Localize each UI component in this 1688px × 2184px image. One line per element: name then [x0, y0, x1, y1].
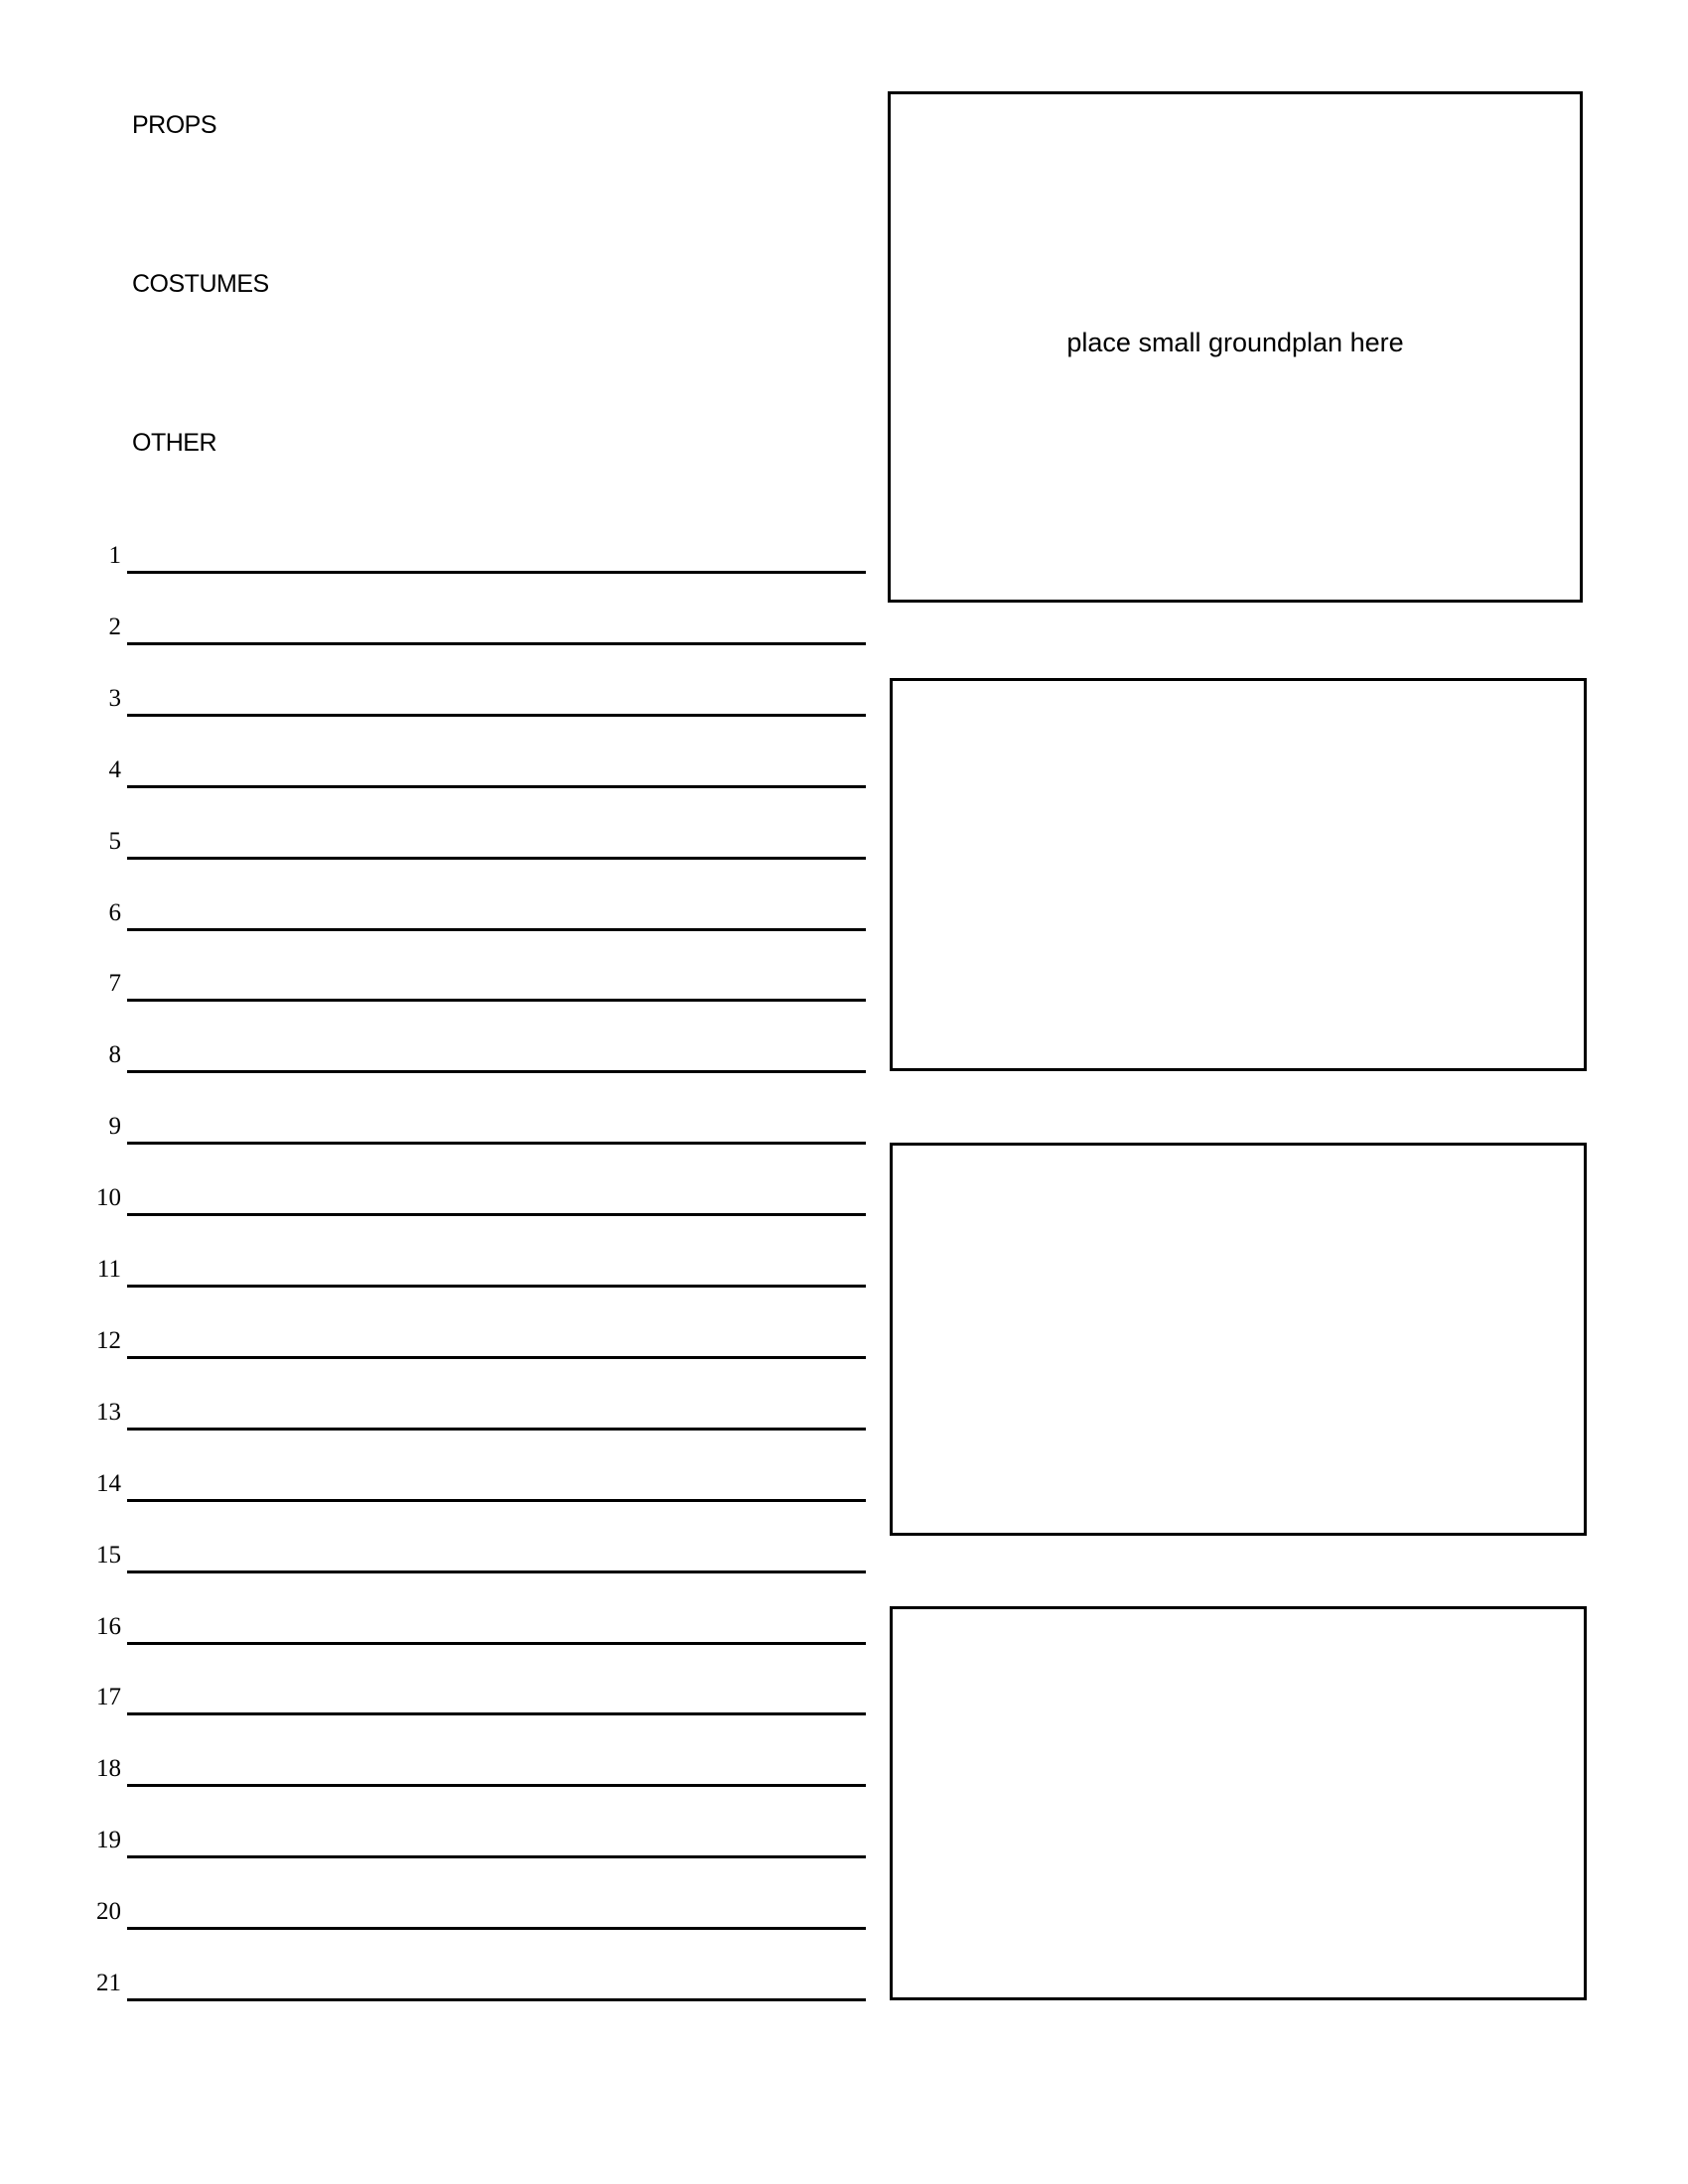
numbered-line-row	[0, 1962, 874, 2001]
numbered-line-row	[0, 1605, 874, 1645]
numbered-line-row	[0, 1033, 874, 1073]
numbered-line-row	[0, 1890, 874, 1930]
other-heading: OTHER	[132, 429, 216, 457]
write-in-line	[127, 1998, 866, 2001]
numbered-line-row	[0, 1105, 874, 1145]
numbered-line-row	[0, 1248, 874, 1288]
numbered-line-row	[0, 1747, 874, 1787]
line-number: 3	[108, 684, 121, 712]
write-in-line	[127, 1070, 866, 1073]
sketch-box-2	[890, 678, 1587, 1071]
write-in-line	[127, 999, 866, 1002]
write-in-line	[127, 1356, 866, 1359]
write-in-line	[127, 1855, 866, 1858]
numbered-line-row	[0, 1676, 874, 1715]
numbered-line-row	[0, 677, 874, 717]
line-number: 2	[108, 613, 121, 640]
write-in-line	[127, 928, 866, 931]
line-number: 9	[108, 1113, 121, 1141]
numbered-line-row	[0, 1534, 874, 1573]
line-number: 15	[96, 1541, 121, 1569]
numbered-line-row	[0, 749, 874, 788]
line-number: 5	[108, 827, 121, 855]
line-number: 6	[108, 898, 121, 926]
write-in-line	[127, 1712, 866, 1715]
write-in-line	[127, 571, 866, 574]
numbered-line-row	[0, 606, 874, 645]
numbered-line-row	[0, 820, 874, 860]
numbered-line-row	[0, 1391, 874, 1431]
line-number: 17	[96, 1684, 121, 1711]
write-in-line	[127, 1927, 866, 1930]
line-number: 16	[96, 1612, 121, 1640]
line-number: 20	[96, 1898, 121, 1926]
write-in-line	[127, 1285, 866, 1288]
line-number: 8	[108, 1041, 121, 1069]
write-in-line	[127, 1642, 866, 1645]
numbered-line-row	[0, 891, 874, 931]
write-in-line	[127, 1499, 866, 1502]
numbered-line-row	[0, 534, 874, 574]
line-number: 7	[108, 970, 121, 998]
write-in-line	[127, 1570, 866, 1573]
line-number: 13	[96, 1398, 121, 1426]
write-in-line	[127, 857, 866, 860]
numbered-line-row	[0, 1319, 874, 1359]
props-heading: PROPS	[132, 111, 217, 139]
write-in-line	[127, 642, 866, 645]
write-in-line	[127, 714, 866, 717]
line-number: 11	[96, 1256, 121, 1283]
write-in-line	[127, 1428, 866, 1431]
line-number: 12	[96, 1326, 121, 1354]
sketch-box-4	[890, 1606, 1587, 2000]
groundplan-placeholder-text: place small groundplan here	[1066, 328, 1404, 357]
write-in-line	[127, 1142, 866, 1145]
line-number: 21	[96, 1970, 121, 1996]
write-in-line	[127, 1784, 866, 1787]
groundplan-box	[888, 91, 1583, 603]
line-number: 14	[96, 1469, 121, 1497]
numbered-line-row	[0, 962, 874, 1002]
numbered-line-row	[0, 1819, 874, 1858]
write-in-line	[127, 1213, 866, 1216]
line-number: 10	[96, 1184, 121, 1212]
line-number: 1	[108, 542, 121, 569]
numbered-line-row	[0, 1176, 874, 1216]
costumes-heading: COSTUMES	[132, 270, 269, 298]
line-number: 18	[96, 1755, 121, 1783]
line-number: 4	[108, 755, 121, 783]
line-number: 19	[96, 1827, 121, 1854]
write-in-line	[127, 785, 866, 788]
numbered-line-row	[0, 1462, 874, 1502]
sketch-box-3	[890, 1143, 1587, 1536]
